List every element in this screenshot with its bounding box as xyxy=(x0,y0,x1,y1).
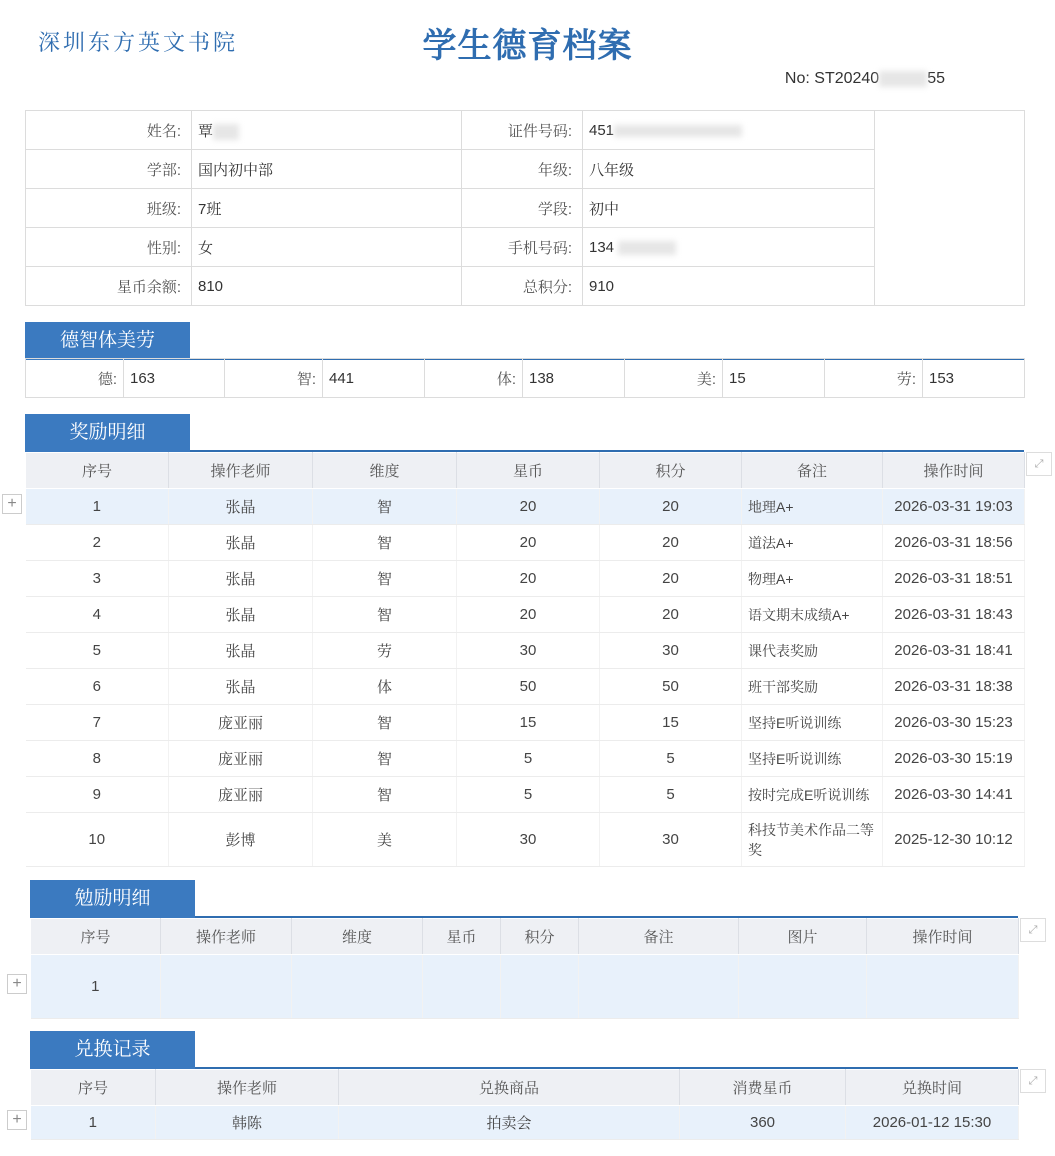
cell-coins: 20 xyxy=(457,597,600,633)
exchange-section-header xyxy=(30,1029,1018,1069)
cell-dimension: 智 xyxy=(313,489,457,525)
cell-index: 2 xyxy=(26,525,169,561)
cell-coins: 30 xyxy=(457,633,600,669)
student-info-table xyxy=(25,110,1025,306)
cell-coins: 5 xyxy=(457,777,600,813)
cell-dimension: 智 xyxy=(313,777,457,813)
col-header[interactable]: 操作时间 xyxy=(883,453,1025,489)
cell-score: 15 xyxy=(600,705,742,741)
table-row[interactable] xyxy=(26,705,1025,741)
col-header[interactable]: 积分 xyxy=(501,919,579,955)
cell-dimension: 智 xyxy=(313,705,457,741)
plus-icon[interactable]: + xyxy=(7,974,27,994)
cell-note: 道法A+ xyxy=(742,525,883,561)
exchange-table xyxy=(30,1069,1019,1140)
phone-value-text: 134 xyxy=(589,238,615,256)
col-header[interactable]: 操作老师 xyxy=(169,453,313,489)
cell-score: 20 xyxy=(600,561,742,597)
col-header[interactable]: 星币 xyxy=(457,453,600,489)
cell-teacher: 张晶 xyxy=(169,669,313,705)
moral-value: 163 xyxy=(124,359,225,398)
expand-icon[interactable]: ⤢ xyxy=(1026,452,1052,476)
cell-index: 5 xyxy=(26,633,169,669)
cell-time: 2025-12-30 10:12 xyxy=(883,813,1025,867)
cell-coins xyxy=(423,955,501,1019)
moral-label: 德: xyxy=(26,359,124,398)
coins-value: 810 xyxy=(192,267,462,306)
expand-icon[interactable]: ⤢ xyxy=(1020,918,1046,942)
grade-value: 八年级 xyxy=(583,150,875,189)
table-row[interactable] xyxy=(26,561,1025,597)
school-name: 深圳东方英文书院 xyxy=(38,30,239,55)
rewards-section-header xyxy=(25,412,1024,452)
col-header[interactable]: 序号 xyxy=(26,453,169,489)
cell-dimension xyxy=(292,955,423,1019)
col-header[interactable]: 兑换商品 xyxy=(339,1070,680,1106)
table-row[interactable] xyxy=(31,1106,1019,1140)
rewards-tab[interactable]: 奖励明细 xyxy=(25,414,190,452)
coins-label: 星币余额: xyxy=(26,267,192,306)
cell-teacher: 张晶 xyxy=(169,597,313,633)
cell-teacher: 张晶 xyxy=(169,633,313,669)
cell-time: 2026-03-30 15:23 xyxy=(883,705,1025,741)
stage-value: 初中 xyxy=(583,189,875,228)
cell-coins: 5 xyxy=(457,741,600,777)
col-header[interactable]: 积分 xyxy=(600,453,742,489)
cell-dimension: 劳 xyxy=(313,633,457,669)
rewards-table xyxy=(25,452,1025,867)
aesthetic-label: 美: xyxy=(625,359,723,398)
table-row[interactable] xyxy=(26,813,1025,867)
cell-note: 物理A+ xyxy=(742,561,883,597)
col-header[interactable]: 维度 xyxy=(313,453,457,489)
cell-note: 科技节美术作品二等奖 xyxy=(742,813,883,867)
exchange-tab[interactable]: 兑换记录 xyxy=(30,1031,195,1069)
physical-value: 138 xyxy=(523,359,625,398)
cell-score: 5 xyxy=(600,777,742,813)
cell-dimension: 智 xyxy=(313,561,457,597)
cell-teacher xyxy=(161,955,292,1019)
plus-icon[interactable]: + xyxy=(7,1110,27,1130)
cell-teacher: 庞亚丽 xyxy=(169,741,313,777)
cell-coins: 30 xyxy=(457,813,600,867)
labor-value: 153 xyxy=(923,359,1025,398)
cell-score xyxy=(501,955,579,1019)
document-number-prefix: No: ST20240 xyxy=(784,70,880,87)
info-row xyxy=(26,111,1025,150)
table-row[interactable] xyxy=(31,955,1019,1019)
cell-score: 20 xyxy=(600,597,742,633)
encourage-tab[interactable]: 勉励明细 xyxy=(30,880,195,918)
col-header[interactable]: 维度 xyxy=(292,919,423,955)
physical-label: 体: xyxy=(425,359,523,398)
gender-label: 性别: xyxy=(26,228,192,267)
wisdom-row xyxy=(26,359,1025,398)
table-header-row xyxy=(31,1070,1019,1106)
cell-note xyxy=(579,955,739,1019)
col-header[interactable]: 操作老师 xyxy=(156,1070,339,1106)
plus-icon[interactable]: + xyxy=(2,494,22,514)
id-value xyxy=(583,111,875,150)
cell-teacher: 张晶 xyxy=(169,561,313,597)
cell-time: 2026-03-30 15:19 xyxy=(883,741,1025,777)
cell-note: 课代表奖励 xyxy=(742,633,883,669)
cell-dimension: 智 xyxy=(313,525,457,561)
cell-note: 按时完成E听说训练 xyxy=(742,777,883,813)
redacted-mask xyxy=(213,124,239,140)
cell-coins: 50 xyxy=(457,669,600,705)
cell-note: 坚持E听说训练 xyxy=(742,705,883,741)
wisdom-tab[interactable]: 德智体美劳 xyxy=(25,322,190,360)
cell-index: 9 xyxy=(26,777,169,813)
cell-coins-spent: 360 xyxy=(680,1106,846,1140)
cell-teacher: 张晶 xyxy=(169,489,313,525)
cell-score: 50 xyxy=(600,669,742,705)
name-value-text: 覃 xyxy=(198,122,214,140)
table-row[interactable] xyxy=(26,633,1025,669)
table-row[interactable] xyxy=(26,489,1025,525)
name-value xyxy=(192,111,462,150)
cell-teacher: 彭博 xyxy=(169,813,313,867)
redacted-mask xyxy=(618,241,676,255)
cell-index: 1 xyxy=(31,955,161,1019)
col-header[interactable]: 消费星币 xyxy=(680,1070,846,1106)
cell-index: 8 xyxy=(26,741,169,777)
cell-teacher: 庞亚丽 xyxy=(169,777,313,813)
document-number-suffix: 55 xyxy=(927,70,945,87)
cell-coins: 15 xyxy=(457,705,600,741)
page-title: 学生德育档案 xyxy=(422,27,633,65)
cell-index: 4 xyxy=(26,597,169,633)
class-value: 7班 xyxy=(192,189,462,228)
aesthetic-value: 15 xyxy=(723,359,825,398)
cell-dimension: 体 xyxy=(313,669,457,705)
phone-value xyxy=(583,228,875,267)
table-row[interactable] xyxy=(26,525,1025,561)
score-value: 910 xyxy=(583,267,875,306)
table-row[interactable] xyxy=(26,777,1025,813)
cell-time: 2026-03-31 18:51 xyxy=(883,561,1025,597)
grade-label: 年级: xyxy=(462,150,583,189)
expand-icon[interactable]: ⤢ xyxy=(1020,1069,1046,1093)
cell-time: 2026-01-12 15:30 xyxy=(846,1106,1019,1140)
cell-teacher: 庞亚丽 xyxy=(169,705,313,741)
id-label: 证件号码: xyxy=(462,111,583,150)
col-header[interactable]: 备注 xyxy=(742,453,883,489)
gender-value: 女 xyxy=(192,228,462,267)
cell-index: 1 xyxy=(26,489,169,525)
cell-dimension: 美 xyxy=(313,813,457,867)
cell-coins: 20 xyxy=(457,525,600,561)
cell-index: 6 xyxy=(26,669,169,705)
cell-index: 7 xyxy=(26,705,169,741)
cell-time: 2026-03-30 14:41 xyxy=(883,777,1025,813)
photo-cell xyxy=(875,111,1025,306)
col-header[interactable]: 操作老师 xyxy=(161,919,292,955)
table-row[interactable] xyxy=(26,669,1025,705)
score-label: 总积分: xyxy=(462,267,583,306)
wisdom-table xyxy=(25,358,1025,398)
redacted-mask xyxy=(879,71,927,87)
wisdom-section-header xyxy=(25,320,1024,360)
col-header[interactable]: 序号 xyxy=(31,1070,156,1106)
encourage-table xyxy=(30,918,1019,1019)
cell-coins: 20 xyxy=(457,561,600,597)
cell-score: 30 xyxy=(600,633,742,669)
cell-coins: 20 xyxy=(457,489,600,525)
col-header[interactable]: 星币 xyxy=(423,919,501,955)
cell-note: 地理A+ xyxy=(742,489,883,525)
cell-score: 20 xyxy=(600,525,742,561)
cell-score: 30 xyxy=(600,813,742,867)
table-header-row xyxy=(26,453,1025,489)
cell-teacher: 张晶 xyxy=(169,525,313,561)
col-header[interactable]: 兑换时间 xyxy=(846,1070,1019,1106)
cell-index: 10 xyxy=(26,813,169,867)
redacted-mask xyxy=(614,125,742,137)
phone-label: 手机号码: xyxy=(462,228,583,267)
cell-score: 5 xyxy=(600,741,742,777)
cell-index: 1 xyxy=(31,1106,156,1140)
col-header[interactable]: 图片 xyxy=(739,919,867,955)
dept-label: 学部: xyxy=(26,150,192,189)
col-header[interactable]: 备注 xyxy=(579,919,739,955)
cell-time: 2026-03-31 18:41 xyxy=(883,633,1025,669)
intellect-label: 智: xyxy=(225,359,323,398)
cell-time: 2026-03-31 18:38 xyxy=(883,669,1025,705)
cell-index: 3 xyxy=(26,561,169,597)
dept-value: 国内初中部 xyxy=(192,150,462,189)
cell-note: 坚持E听说训练 xyxy=(742,741,883,777)
table-row[interactable] xyxy=(26,741,1025,777)
cell-product: 拍卖会 xyxy=(339,1106,680,1140)
table-row[interactable] xyxy=(26,597,1025,633)
id-value-text: 451 xyxy=(589,121,615,139)
col-header[interactable]: 操作时间 xyxy=(867,919,1019,955)
labor-label: 劳: xyxy=(825,359,923,398)
stage-label: 学段: xyxy=(462,189,583,228)
cell-time: 2026-03-31 18:43 xyxy=(883,597,1025,633)
encourage-section-header xyxy=(30,878,1018,918)
intellect-value: 441 xyxy=(323,359,425,398)
col-header[interactable]: 序号 xyxy=(31,919,161,955)
cell-note: 语文期末成绩A+ xyxy=(742,597,883,633)
cell-note: 班干部奖励 xyxy=(742,669,883,705)
class-label: 班级: xyxy=(26,189,192,228)
name-label: 姓名: xyxy=(26,111,192,150)
cell-time: 2026-03-31 19:03 xyxy=(883,489,1025,525)
cell-dimension: 智 xyxy=(313,741,457,777)
cell-image xyxy=(739,955,867,1019)
cell-score: 20 xyxy=(600,489,742,525)
table-header-row xyxy=(31,919,1019,955)
cell-dimension: 智 xyxy=(313,597,457,633)
cell-time: 2026-03-31 18:56 xyxy=(883,525,1025,561)
cell-time xyxy=(867,955,1019,1019)
cell-teacher: 韩陈 xyxy=(156,1106,339,1140)
document-number xyxy=(785,70,945,88)
